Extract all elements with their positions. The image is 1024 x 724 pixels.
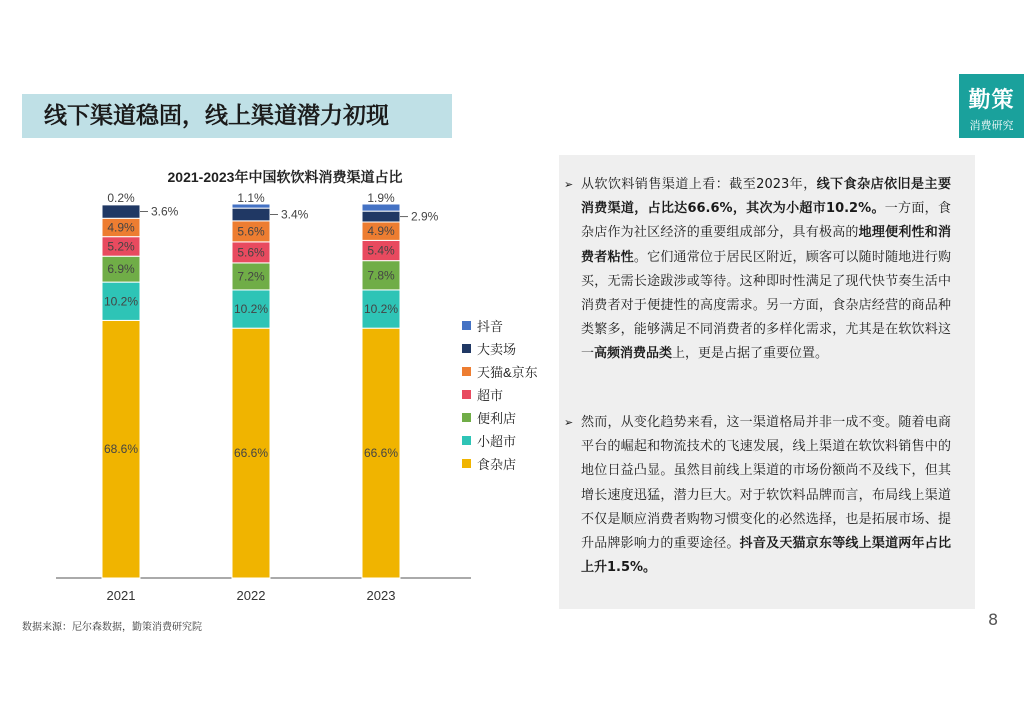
data-label-2022-4: 5.6% bbox=[237, 224, 265, 239]
bullet-1-text bbox=[581, 177, 951, 361]
data-label-2022-5: 3.4% bbox=[281, 207, 309, 222]
bullet-1 bbox=[564, 173, 951, 367]
b1-segment-3: 地理便利性和消费者粘性 bbox=[581, 225, 951, 265]
data-label-2021-3: 5.2% bbox=[107, 239, 135, 254]
bullet-2-text bbox=[581, 415, 951, 575]
title-banner bbox=[22, 94, 452, 138]
legend-label-3: 超市 bbox=[477, 388, 504, 403]
legend-label-1: 大卖场 bbox=[477, 342, 517, 357]
data-label-2023-5: 2.9% bbox=[411, 209, 439, 224]
b1-segment-4: 。它们通常位于居民区附近，顾客可以随时随地进行购买，无需长途跋涉或等待。这种即时性满足了现代快节奏生活中消费者对于便捷性的高度需求。另一方面，食杂店经营的商品种类繁多，能够满足不同消费者的多样化需求，尤其是在软饮料这一 bbox=[581, 249, 951, 362]
brand-logo bbox=[959, 74, 1024, 138]
arrow-icon: ➢ bbox=[564, 416, 574, 429]
logo-sub-text: 消费研究 bbox=[969, 119, 1014, 132]
legend-label-6: 食杂店 bbox=[477, 457, 517, 472]
data-label-2023-6: 1.9% bbox=[367, 191, 395, 205]
stacked-bar-chart bbox=[20, 160, 550, 610]
b1-segment-6: 上，更是占据了重要位置。 bbox=[672, 346, 829, 362]
data-source: 数据来源：尼尔森数据，勤策消费研究院 bbox=[22, 622, 202, 633]
data-label-2023-2: 7.8% bbox=[367, 268, 395, 283]
data-label-2022-1: 10.2% bbox=[233, 302, 269, 317]
x-tick-label-2021: 2021 bbox=[106, 588, 136, 603]
page-title: 线下渠道稳固，线上渠道潜力初现 bbox=[44, 103, 389, 129]
bar-segment-2023-5 bbox=[362, 211, 400, 222]
data-label-2021-5: 3.6% bbox=[151, 204, 179, 219]
chart-title: 2021-2023年中国软饮料消费渠道占比 bbox=[167, 169, 403, 185]
data-label-2021-4: 4.9% bbox=[107, 220, 135, 235]
legend-swatch-4 bbox=[462, 413, 471, 422]
legend-swatch-1 bbox=[462, 344, 471, 353]
b1-segment-5: 高频消费品类 bbox=[594, 346, 673, 362]
data-label-2021-1: 10.2% bbox=[103, 294, 139, 309]
b1-segment-2: 一方面，食杂店作为社区经济的重要组成部分，具有极高的 bbox=[581, 201, 951, 241]
bar-segment-2021-5 bbox=[102, 205, 140, 219]
b2-segment-0: 然而，从变化趋势来看，这一渠道格局并非一成不变。随着电商平台的崛起和物流技术的飞速发展，线上渠道在软饮料销售中的地位日益凸显。虽然目前线上渠道的市场份额尚不及线下，但其增长速度迅猛，潜力巨大。对于软饮料品牌而言，布局线上渠道不仅是顺应消费者购物习惯变化的必然选择，也是拓展市场、提升品牌影响力的重要途径。 bbox=[581, 415, 951, 552]
data-label-2022-3: 5.6% bbox=[237, 245, 265, 260]
x-tick-label-2022: 2022 bbox=[236, 588, 266, 603]
data-label-2023-0: 66.6% bbox=[363, 446, 399, 461]
legend-label-5: 小超市 bbox=[477, 434, 517, 449]
logo-main-text: 勤策 bbox=[968, 88, 1015, 113]
legend-label-2: 天猫&京东 bbox=[477, 365, 538, 380]
legend-swatch-0 bbox=[462, 321, 471, 330]
arrow-icon: ➢ bbox=[564, 178, 574, 191]
data-label-2022-2: 7.2% bbox=[237, 269, 265, 284]
legend-swatch-6 bbox=[462, 459, 471, 468]
page-number: 8 bbox=[988, 610, 999, 629]
bar-segment-2022-5 bbox=[232, 208, 270, 221]
bullet-2 bbox=[564, 411, 951, 580]
legend-swatch-5 bbox=[462, 436, 471, 445]
x-tick-label-2023: 2023 bbox=[366, 588, 396, 603]
bar-segment-2023-6 bbox=[362, 204, 400, 211]
data-label-2023-1: 10.2% bbox=[363, 302, 399, 317]
data-label-2021-2: 6.9% bbox=[107, 262, 135, 277]
b2-segment-1: 抖音及天猫京东等线上渠道两年占比上升1.5%。 bbox=[581, 536, 951, 576]
legend-swatch-3 bbox=[462, 390, 471, 399]
legend-label-4: 便利店 bbox=[477, 411, 517, 426]
data-label-2022-0: 66.6% bbox=[233, 446, 269, 461]
b1-segment-0: 从软饮料销售渠道上看：截至2023年， bbox=[581, 177, 817, 192]
legend-label-0: 抖音 bbox=[477, 319, 504, 334]
b1-segment-1: 线下食杂店依旧是主要消费渠道，占比达66.6%，其次为小超市10.2%。 bbox=[581, 177, 951, 217]
legend-swatch-2 bbox=[462, 367, 471, 376]
data-label-2021-6: 0.2% bbox=[107, 191, 135, 205]
data-label-2022-6: 1.1% bbox=[237, 191, 265, 205]
analysis-panel bbox=[559, 155, 975, 609]
data-label-2023-4: 4.9% bbox=[367, 224, 395, 239]
data-label-2023-3: 5.4% bbox=[367, 243, 395, 258]
data-label-2021-0: 68.6% bbox=[103, 442, 139, 457]
